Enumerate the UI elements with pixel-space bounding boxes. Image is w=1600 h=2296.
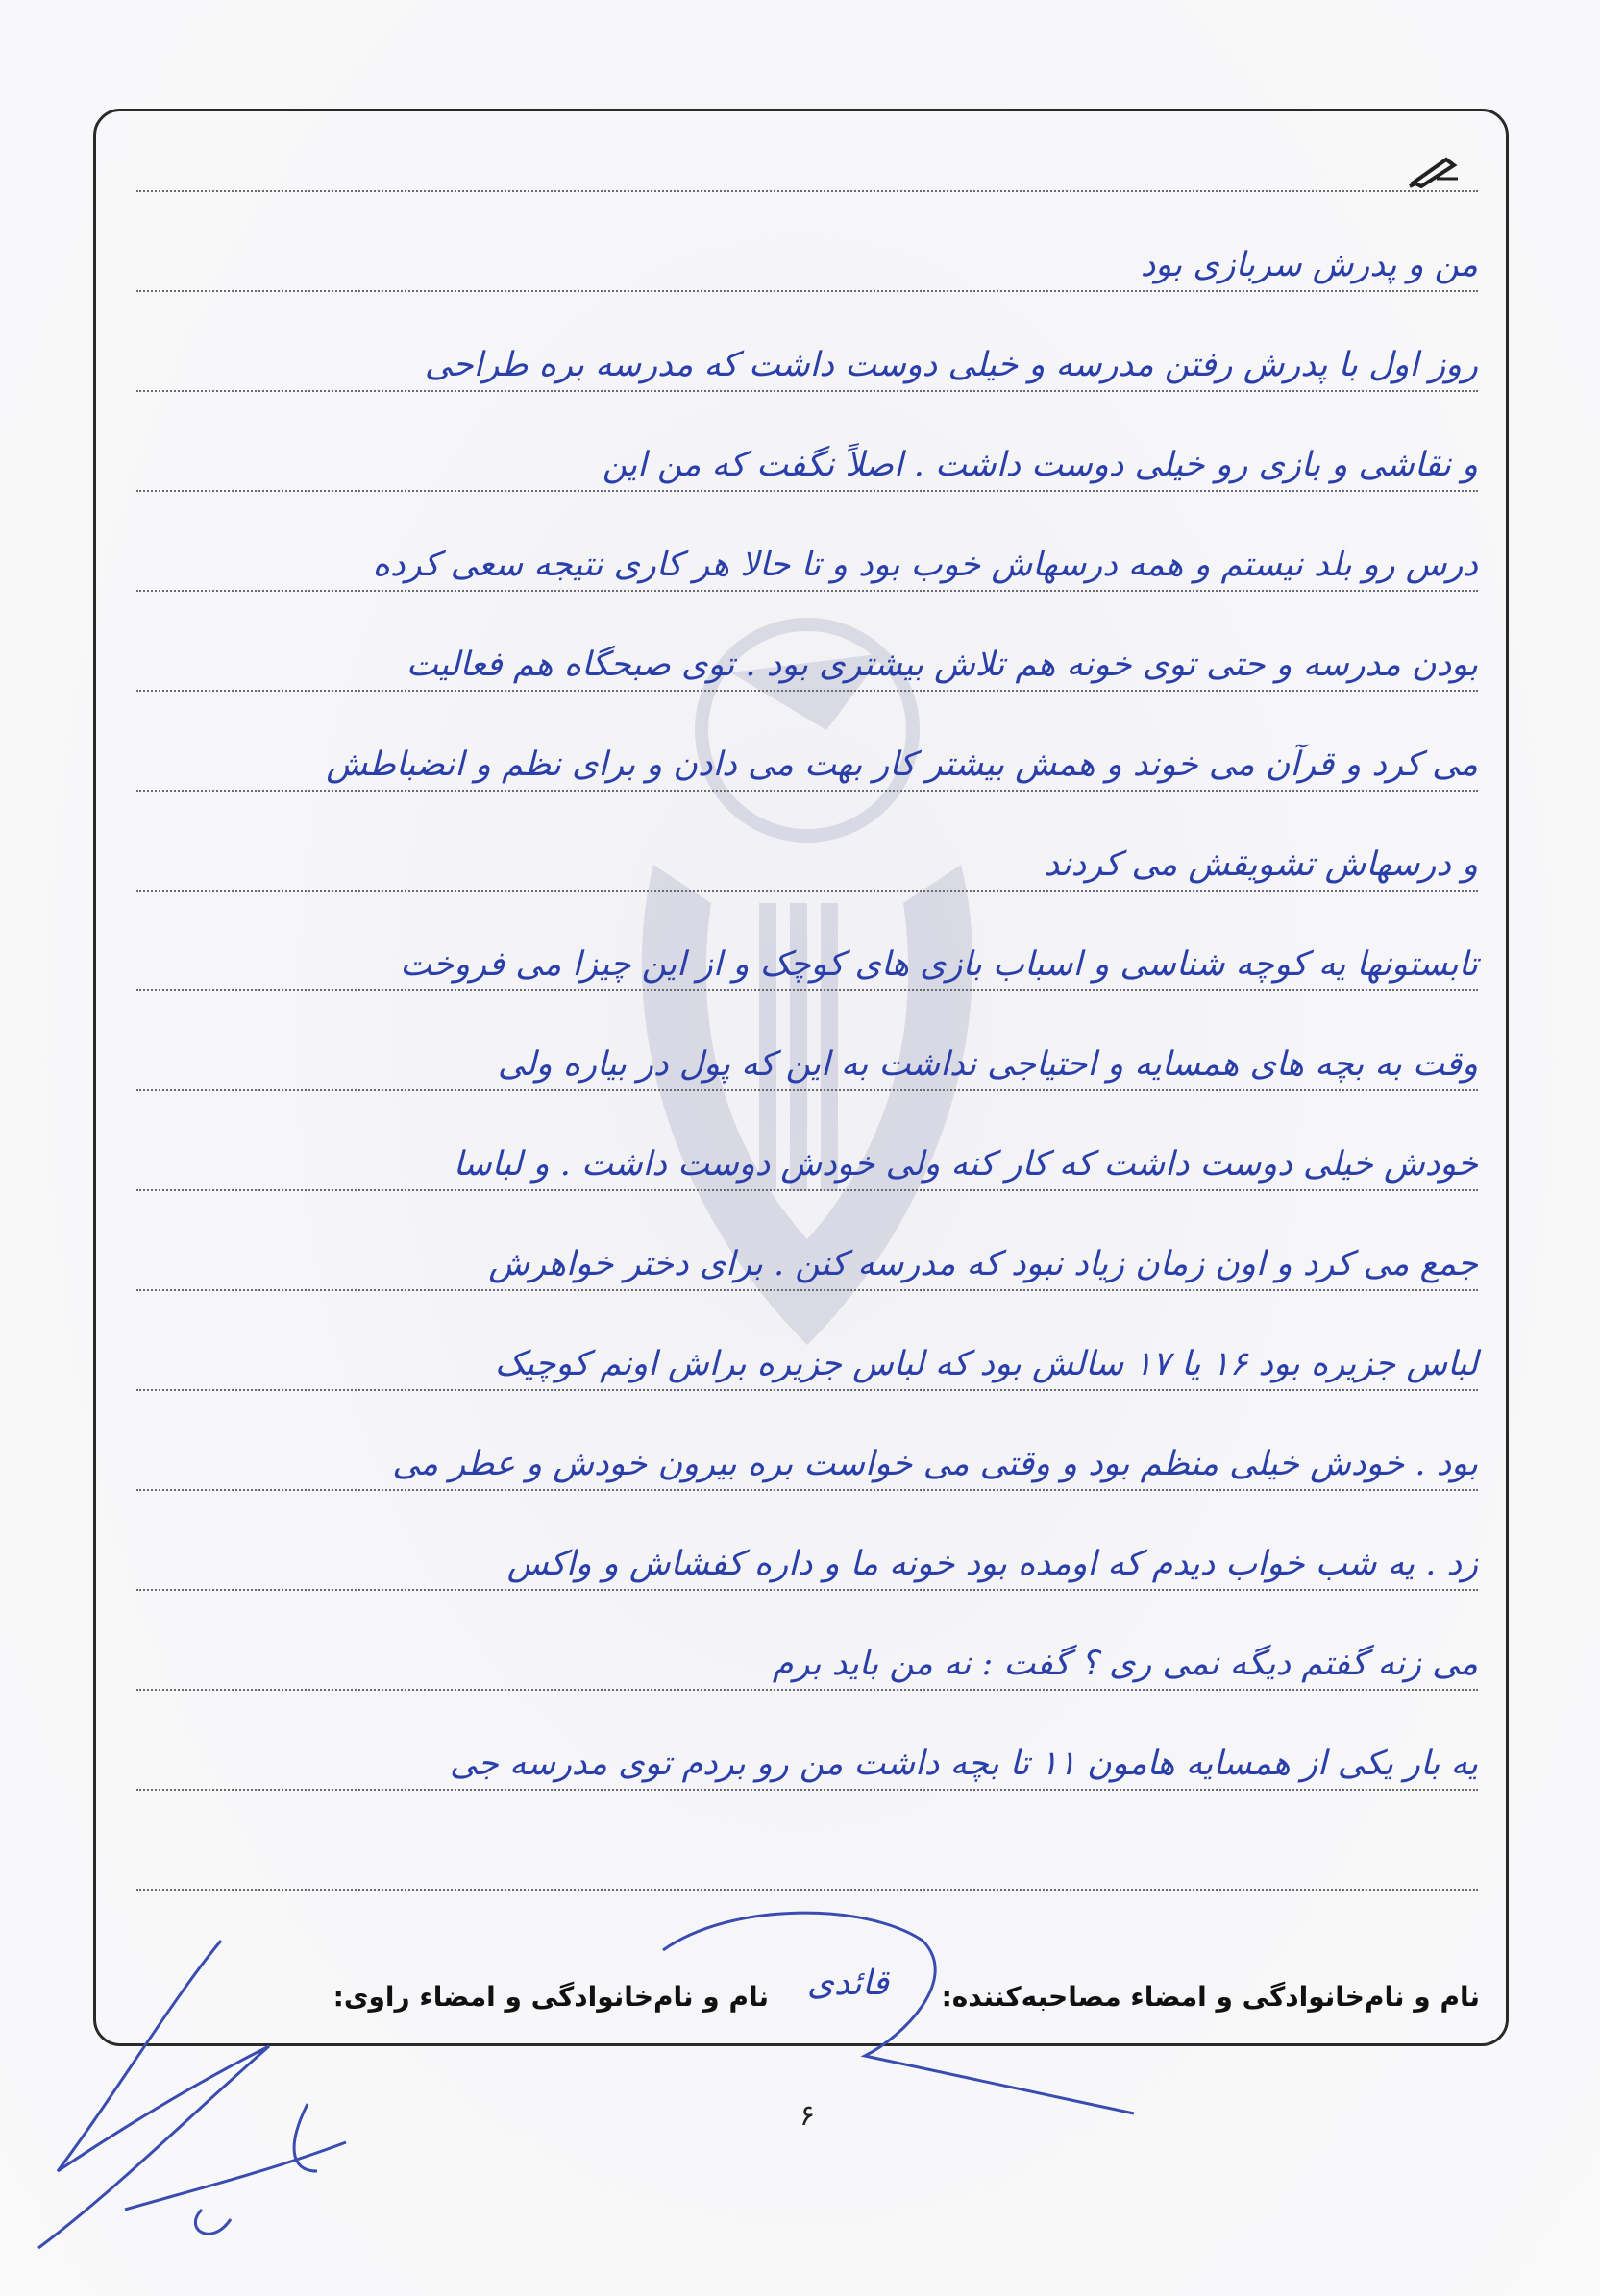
text-line <box>136 1105 1478 1191</box>
text-line <box>136 1205 1478 1291</box>
handwritten-line: روز اول با پدرش رفتن مدرسه و خیلی دوست داشت که مدرسه بره طراحی <box>424 346 1478 384</box>
handwritten-line: زد . یه شب خواب دیدم که اومده بود خونه ما و داره کفشاش و واکس <box>506 1545 1478 1583</box>
interviewer-signature: قائدی <box>806 1964 889 2003</box>
handwritten-line: من و پدرش سربازی بود <box>1140 246 1478 284</box>
handwritten-line: درس رو بلد نیستم و همه درسهاش خوب بود و تا حالا هر کاری نتیجه سعی کرده <box>372 546 1478 584</box>
handwritten-line: خودش خیلی دوست داشت که کار کنه ولی خودش دوست داشت . و لباسا <box>453 1145 1478 1184</box>
text-line <box>136 1404 1478 1491</box>
narrator-label: نام و نام‌خانوادگی و امضاء راوی: <box>332 1981 769 2013</box>
interviewer-label: نام و نام‌خانوادگی و امضاء مصاحبه‌کننده: <box>941 1981 1480 2013</box>
text-line <box>136 1305 1478 1391</box>
text-line <box>136 605 1478 692</box>
handwritten-line: و نقاشی و بازی رو خیلی دوست داشت . اصلاً نگفت که من این <box>602 446 1478 484</box>
handwritten-line: و درسهاش تشویقش می کردند <box>1044 845 1478 884</box>
text-line <box>136 206 1478 292</box>
handwritten-line: بودن مدرسه و حتی توی خونه هم تلاش بیشتری بود . توی صبحگاه هم فعالیت <box>406 646 1478 684</box>
handwritten-line: وقت به بچه های همسایه و احتیاجی نداشت به این که پول در بیاره ولی <box>497 1045 1478 1084</box>
handwritten-line: یه بار یکی از همسایه هامون ۱۱ تا بچه داشت من رو بردم توی مدرسه جی <box>449 1745 1478 1783</box>
text-line <box>136 405 1478 492</box>
text-line <box>136 106 1478 192</box>
handwritten-line: لباس جزیره بود ۱۶ یا ۱۷ سالش بود که لباس جزیره براش اونم کوچیک <box>494 1345 1478 1383</box>
handwritten-line: جمع می کرد و اون زمان زیاد نبود که مدرسه کنن . برای دختر خواهرش <box>488 1245 1478 1283</box>
text-line <box>136 1604 1478 1691</box>
text-line <box>136 805 1478 892</box>
handwritten-line: تابستونها یه کوچه شناسی و اسباب بازی های کوچک و از این چیزا می فروخت <box>400 945 1478 984</box>
text-line <box>136 505 1478 592</box>
text-line <box>136 1504 1478 1591</box>
text-line <box>136 905 1478 991</box>
handwritten-line: می زنه گفتم دیگه نمی ری ؟ گفت : نه من باید برم <box>772 1645 1478 1683</box>
page-number: ۶ <box>799 2099 816 2133</box>
handwritten-line: می کرد و قرآن می خوند و همش بیشتر کار بهت می دادن و برای نظم و انضباطش <box>326 745 1478 784</box>
text-line <box>136 1804 1478 1891</box>
text-line <box>136 705 1478 792</box>
signature-strokes <box>0 1883 1600 2296</box>
signature-footer <box>115 1964 1480 2027</box>
text-line <box>136 1005 1478 1091</box>
text-line <box>136 1704 1478 1791</box>
text-line <box>136 305 1478 392</box>
handwritten-line: بود . خودش خیلی منظم بود و وقتی می خواست بره بیرون خودش و عطر می <box>392 1445 1478 1483</box>
